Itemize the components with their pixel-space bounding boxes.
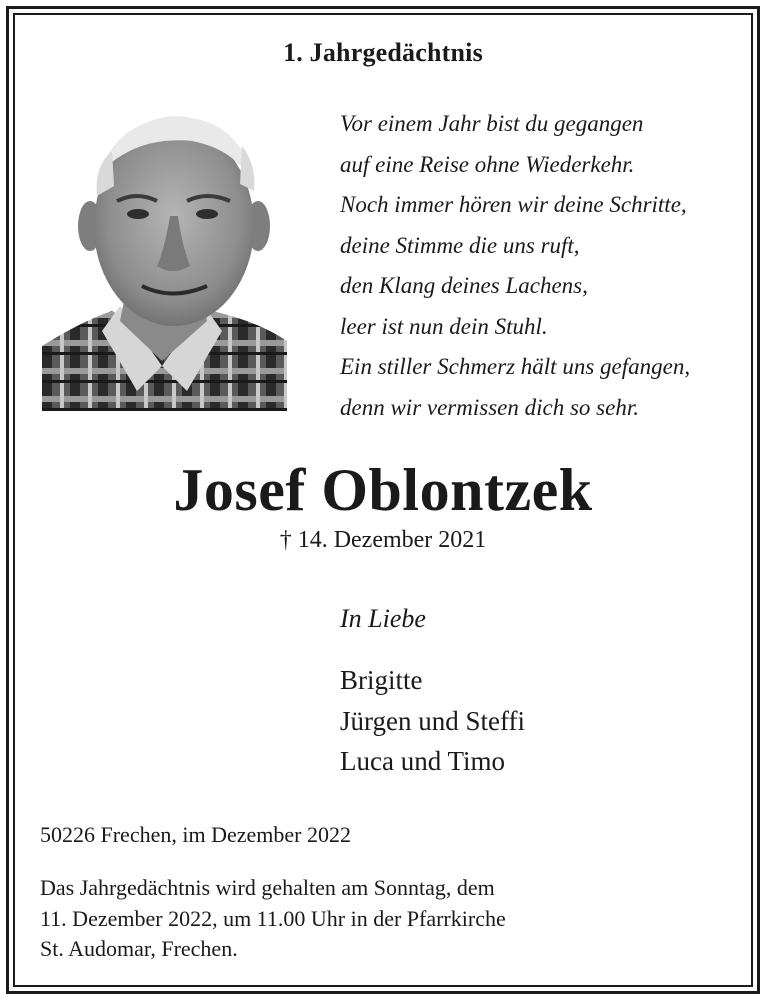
closing-greeting: In Liebe xyxy=(340,604,426,633)
place-and-date: 50226 Frechen, im Dezember 2022 xyxy=(40,822,351,847)
poem-line: den Klang deines Lachens, xyxy=(340,273,588,298)
death-date: † 14. Dezember 2021 xyxy=(279,527,487,553)
notice-line: 11. Dezember 2022, um 11.00 Uhr in der Pfarrkirche xyxy=(40,905,506,931)
portrait-photo xyxy=(42,106,287,411)
memorial-poem xyxy=(340,104,740,428)
poem-line: Ein stiller Schmerz hält uns gefangen, xyxy=(340,354,691,379)
poem-line: denn wir vermissen dich so sehr. xyxy=(340,394,639,420)
poem-line: leer ist nun dein Stuhl. xyxy=(340,313,548,339)
notice-line: St. Audomar, Frechen. xyxy=(40,936,238,961)
service-notice xyxy=(40,873,740,965)
memorial-heading: 1. Jahrgedächtnis xyxy=(283,38,483,67)
mourners-list xyxy=(340,660,525,782)
poem-line: auf eine Reise ohne Wiederkehr. xyxy=(340,151,635,177)
mourner-name: Jürgen und Steffi xyxy=(340,705,525,736)
mourner-name: Brigitte xyxy=(340,665,423,695)
mourner-name: Luca und Timo xyxy=(340,746,506,776)
notice-line: Das Jahrgedächtnis wird gehalten am Sonntag, dem xyxy=(40,875,495,900)
poem-line: Vor einem Jahr bist du gegangen xyxy=(340,111,644,136)
deceased-name: Josef Oblontzek xyxy=(173,457,593,523)
poem-line: Noch immer hören wir deine Schritte, xyxy=(340,192,687,217)
poem-line: deine Stimme die uns ruft, xyxy=(340,232,580,258)
